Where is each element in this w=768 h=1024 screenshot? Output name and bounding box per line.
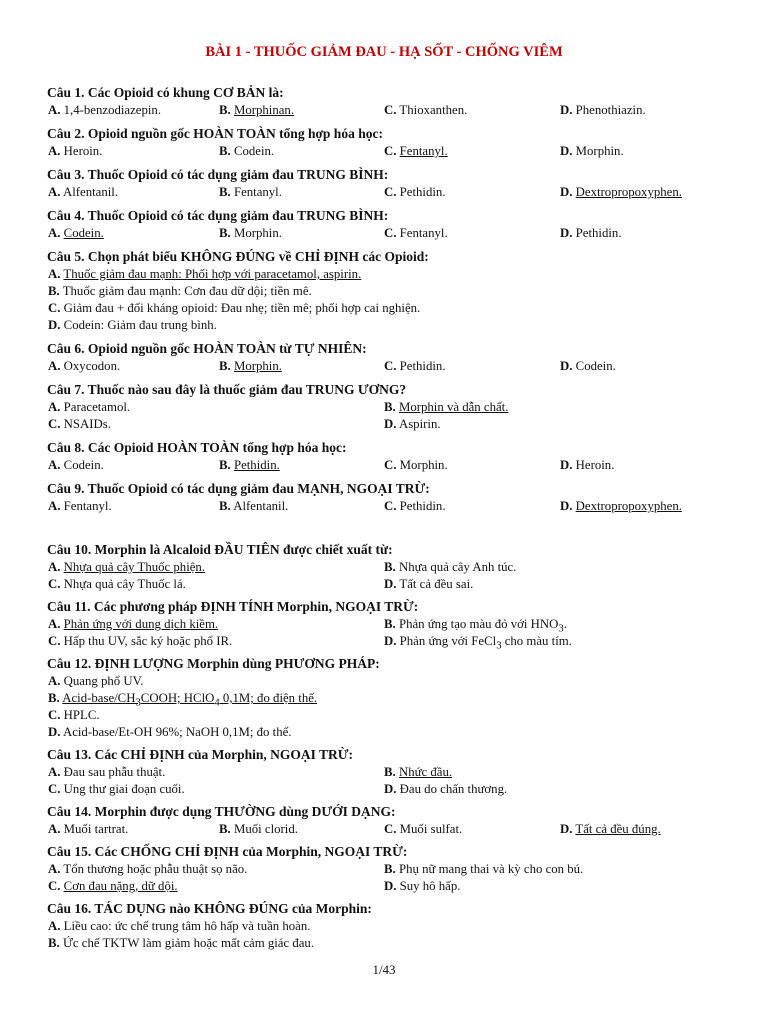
option-a: A. Heroin. — [48, 144, 103, 158]
option-b: B. Phụ nữ mang thai và kỳ cho con bú. — [384, 862, 584, 876]
option-c: C. Fentanyl. — [384, 144, 448, 158]
answer-row — [47, 724, 737, 741]
correct-answer: Thuốc giảm đau mạnh: Phối hợp với paracetamol, aspirin. — [63, 267, 362, 281]
correct-answer: Dextropropoxyphen. — [575, 185, 682, 199]
option-c: C. Pethidin. — [384, 359, 446, 373]
option-d: D. Dextropropoxyphen. — [560, 499, 682, 513]
option-d: D. Đau do chấn thương. — [384, 782, 508, 796]
option-a: A. Đau sau phẫu thuật. — [48, 765, 166, 779]
option-a: A. 1,4-benzodiazepin. — [48, 103, 162, 117]
option-c: C. NSAIDs. — [48, 417, 111, 431]
question-stem: Câu 16. TÁC DỤNG nào KHÔNG ĐÚNG của Morphin: — [47, 901, 372, 916]
answer-row — [47, 184, 737, 201]
answer-row — [47, 457, 737, 474]
answer-row — [47, 707, 737, 724]
answer-row — [47, 861, 737, 878]
answer-row — [47, 690, 737, 707]
answer-row — [47, 633, 737, 650]
option-c: C. Morphin. — [384, 458, 448, 472]
answer-row — [47, 300, 737, 317]
question-14 — [47, 803, 737, 838]
question-stem: Câu 12. ĐỊNH LƯỢNG Morphin dùng PHƯƠNG PHÁP: — [47, 656, 380, 671]
answer-row — [47, 399, 737, 416]
option-b: B. Nhức đầu. — [384, 765, 453, 779]
option-a: A. Codein. — [48, 458, 104, 472]
option-d: D. Morphin. — [560, 144, 624, 158]
option-d: D. Heroin. — [560, 458, 615, 472]
question-15 — [47, 843, 737, 895]
answer-row — [47, 416, 737, 433]
answer-row — [47, 576, 737, 593]
option-a: A. Liều cao: ức chế trung tâm hô hấp và tuần hoàn. — [48, 919, 311, 933]
question-stem: Câu 5. Chọn phát biểu KHÔNG ĐÚNG về CHỈ ĐỊNH các Opioid: — [47, 249, 429, 264]
correct-answer: Acid-$base/CH_3COOH$; HClO$_4$ 0,1M; đo điện thế. — [62, 691, 318, 709]
option-d: D. Phenothiazin. — [560, 103, 646, 117]
question-stem: Câu 8. Các Opioid HOÀN TOÀN tổng hợp hóa học: — [47, 440, 347, 455]
answer-row — [47, 317, 737, 334]
answer-row — [47, 918, 737, 935]
option-b: B. Muối clorid. — [219, 822, 298, 836]
question-stem: Câu 15. Các CHỐNG CHỈ ĐỊNH của Morphin, NGOẠI TRỪ: — [47, 844, 408, 859]
option-c: C. Nhựa quả cây Thuốc lá. — [48, 577, 186, 591]
question-11 — [47, 598, 737, 650]
answer-row — [47, 358, 737, 375]
option-a: A. Muối tartrat. — [48, 822, 129, 836]
option-d: D. Pethidin. — [560, 226, 622, 240]
option-b: B. Thuốc giảm đau mạnh: Cơn đau dữ dội; tiền mê. — [48, 284, 312, 298]
correct-answer: Cơn đau nặng, dữ dội. — [63, 879, 178, 893]
option-d: D. Acid-base/Et-OH 96%; NaOH 0,1M; đo thế. — [48, 725, 292, 739]
option-c: C. HPLC. — [48, 708, 100, 722]
question-2 — [47, 125, 737, 160]
correct-answer: Pethidin. — [233, 458, 280, 472]
question-7 — [47, 381, 737, 433]
question-stem: Câu 2. Opioid nguồn gốc HOÀN TOÀN tổng hợp hóa học: — [47, 126, 383, 141]
option-a: A. Phản ứng với dung dịch kiềm. — [48, 617, 219, 631]
option-a: A. Tổn thương hoặc phẫu thuật sọ não. — [48, 862, 248, 876]
answer-row — [47, 878, 737, 895]
correct-answer: Phản ứng với dung dịch kiềm. — [63, 617, 219, 631]
correct-answer: Nhựa quả cây Thuốc phiện. — [63, 560, 206, 574]
question-8 — [47, 439, 737, 474]
answer-row — [47, 225, 737, 242]
question-stem: Câu 10. Morphin là Alcaloid ĐẦU TIÊN được chiết xuất từ: — [47, 542, 393, 557]
question-16 — [47, 900, 737, 952]
correct-answer: Nhức đầu. — [398, 765, 453, 779]
answer-row — [47, 102, 737, 119]
question-5 — [47, 248, 737, 334]
option-b: B. Fentanyl. — [219, 185, 282, 199]
option-b: B. Morphinan. — [219, 103, 295, 117]
question-12 — [47, 655, 737, 741]
option-a: A. Oxycodon. — [48, 359, 121, 373]
option-b: B. Alfentanil. — [219, 499, 289, 513]
answer-row — [47, 266, 737, 283]
question-3 — [47, 166, 737, 201]
answer-row — [47, 781, 737, 798]
answer-row — [47, 764, 737, 781]
question-stem: Câu 9. Thuốc Opioid có tác dụng giảm đau MẠNH, NGOẠI TRỪ: — [47, 481, 430, 496]
option-d: D. Dextropropoxyphen. — [560, 185, 682, 199]
option-b: B. Nhựa quả cây Anh túc. — [384, 560, 517, 574]
option-a: A. Alfentanil. — [48, 185, 119, 199]
option-b: B. Morphin và dẫn chất. — [384, 400, 509, 414]
option-c: C. Hấp thu UV, sắc ký hoặc phổ IR. — [48, 634, 233, 648]
answer-row — [47, 673, 737, 690]
question-6 — [47, 340, 737, 375]
option-c: C. Ung thư giai đoạn cuối. — [48, 782, 185, 796]
answer-row — [47, 821, 737, 838]
answer-row — [47, 616, 737, 633]
option-a: A. Fentanyl. — [48, 499, 112, 513]
option-d: D. Phản ứng với FeCl$_3$ cho màu tím. — [384, 634, 572, 652]
option-b: B. Codein. — [219, 144, 275, 158]
option-b: B. Ức chế TKTW làm giảm hoặc mất cảm giác đau. — [48, 936, 315, 950]
question-stem: Câu 3. Thuốc Opioid có tác dụng giảm đau TRUNG BÌNH: — [47, 167, 389, 182]
option-b: B. Morphin. — [219, 359, 282, 373]
answer-row — [47, 498, 737, 515]
document-title: BÀI 1 - THUỐC GIẢM ĐAU - HẠ SỐT - CHỐNG VIÊM — [205, 44, 563, 60]
option-c: C. Muối sulfat. — [384, 822, 463, 836]
answer-row — [47, 283, 737, 300]
option-a: A. Paracetamol. — [48, 400, 131, 414]
question-stem: Câu 4. Thuốc Opioid có tác dụng giảm đau TRUNG BÌNH: — [47, 208, 389, 223]
question-9 — [47, 480, 737, 515]
question-stem: Câu 7. Thuốc nào sau đây là thuốc giảm đau TRUNG ƯƠNG? — [47, 382, 407, 397]
correct-answer: Morphin. — [233, 359, 282, 373]
answer-row — [47, 935, 737, 952]
option-a: A. Codein. — [48, 226, 104, 240]
question-list — [47, 84, 737, 952]
option-d: D. Codein: Giảm đau trung bình. — [48, 318, 217, 332]
question-10 — [47, 541, 737, 593]
option-b: B. Pethidin. — [219, 458, 280, 472]
question-stem: Câu 14. Morphin được dụng THƯỜNG dùng DƯỚI DẠNG: — [47, 804, 396, 819]
option-d: D. Tất cả đều đúng. — [560, 822, 661, 836]
option-c: C. Giảm đau + đối kháng opioid: Đau nhẹ; tiền mê; phối hợp cai nghiện. — [48, 301, 421, 315]
option-a: A. Nhựa quả cây Thuốc phiện. — [48, 560, 206, 574]
correct-answer: Morphinan. — [233, 103, 295, 117]
option-d: D. Tất cả đều sai. — [384, 577, 474, 591]
option-b: B. Acid-$base/CH_3COOH$; HClO$_4$ 0,1M; đo điện thế. — [48, 691, 318, 709]
option-c: C. Cơn đau nặng, dữ dội. — [48, 879, 178, 893]
answer-row — [47, 559, 737, 576]
answer-row — [47, 143, 737, 160]
option-b: B. Phản ứng tạo màu đỏ với $HNO_3$. — [384, 617, 567, 635]
option-c: C. Pethidin. — [384, 185, 446, 199]
correct-answer: Fentanyl. — [399, 144, 448, 158]
page-number: 1/43 — [372, 962, 396, 977]
question-stem: Câu 1. Các Opioid có khung CƠ BẢN là: — [47, 85, 284, 100]
option-c: C. Pethidin. — [384, 499, 446, 513]
correct-answer: Tất cả đều đúng. — [575, 822, 661, 836]
correct-answer: Codein. — [63, 226, 104, 240]
question-13 — [47, 746, 737, 798]
option-d: D. Suy hô hấp. — [384, 879, 461, 893]
option-c: C. Thioxanthen. — [384, 103, 468, 117]
option-b: B. Morphin. — [219, 226, 282, 240]
option-d: D. Codein. — [560, 359, 616, 373]
option-a: A. Quang phổ UV. — [48, 674, 144, 688]
question-4 — [47, 207, 737, 242]
correct-answer: Dextropropoxyphen. — [575, 499, 682, 513]
correct-answer: Morphin và dẫn chất. — [398, 400, 509, 414]
question-stem: Câu 6. Opioid nguồn gốc HOÀN TOÀN từ TỰ NHIÊN: — [47, 341, 367, 356]
question-stem: Câu 11. Các phương pháp ĐỊNH TÍNH Morphin, NGOẠI TRỪ: — [47, 599, 419, 614]
question-1 — [47, 84, 737, 119]
option-d: D. Aspirin. — [384, 417, 441, 431]
question-stem: Câu 13. Các CHỈ ĐỊNH của Morphin, NGOẠI TRỪ: — [47, 747, 354, 762]
option-c: C. Fentanyl. — [384, 226, 448, 240]
option-a: A. Thuốc giảm đau mạnh: Phối hợp với paracetamol, aspirin. — [48, 267, 362, 281]
